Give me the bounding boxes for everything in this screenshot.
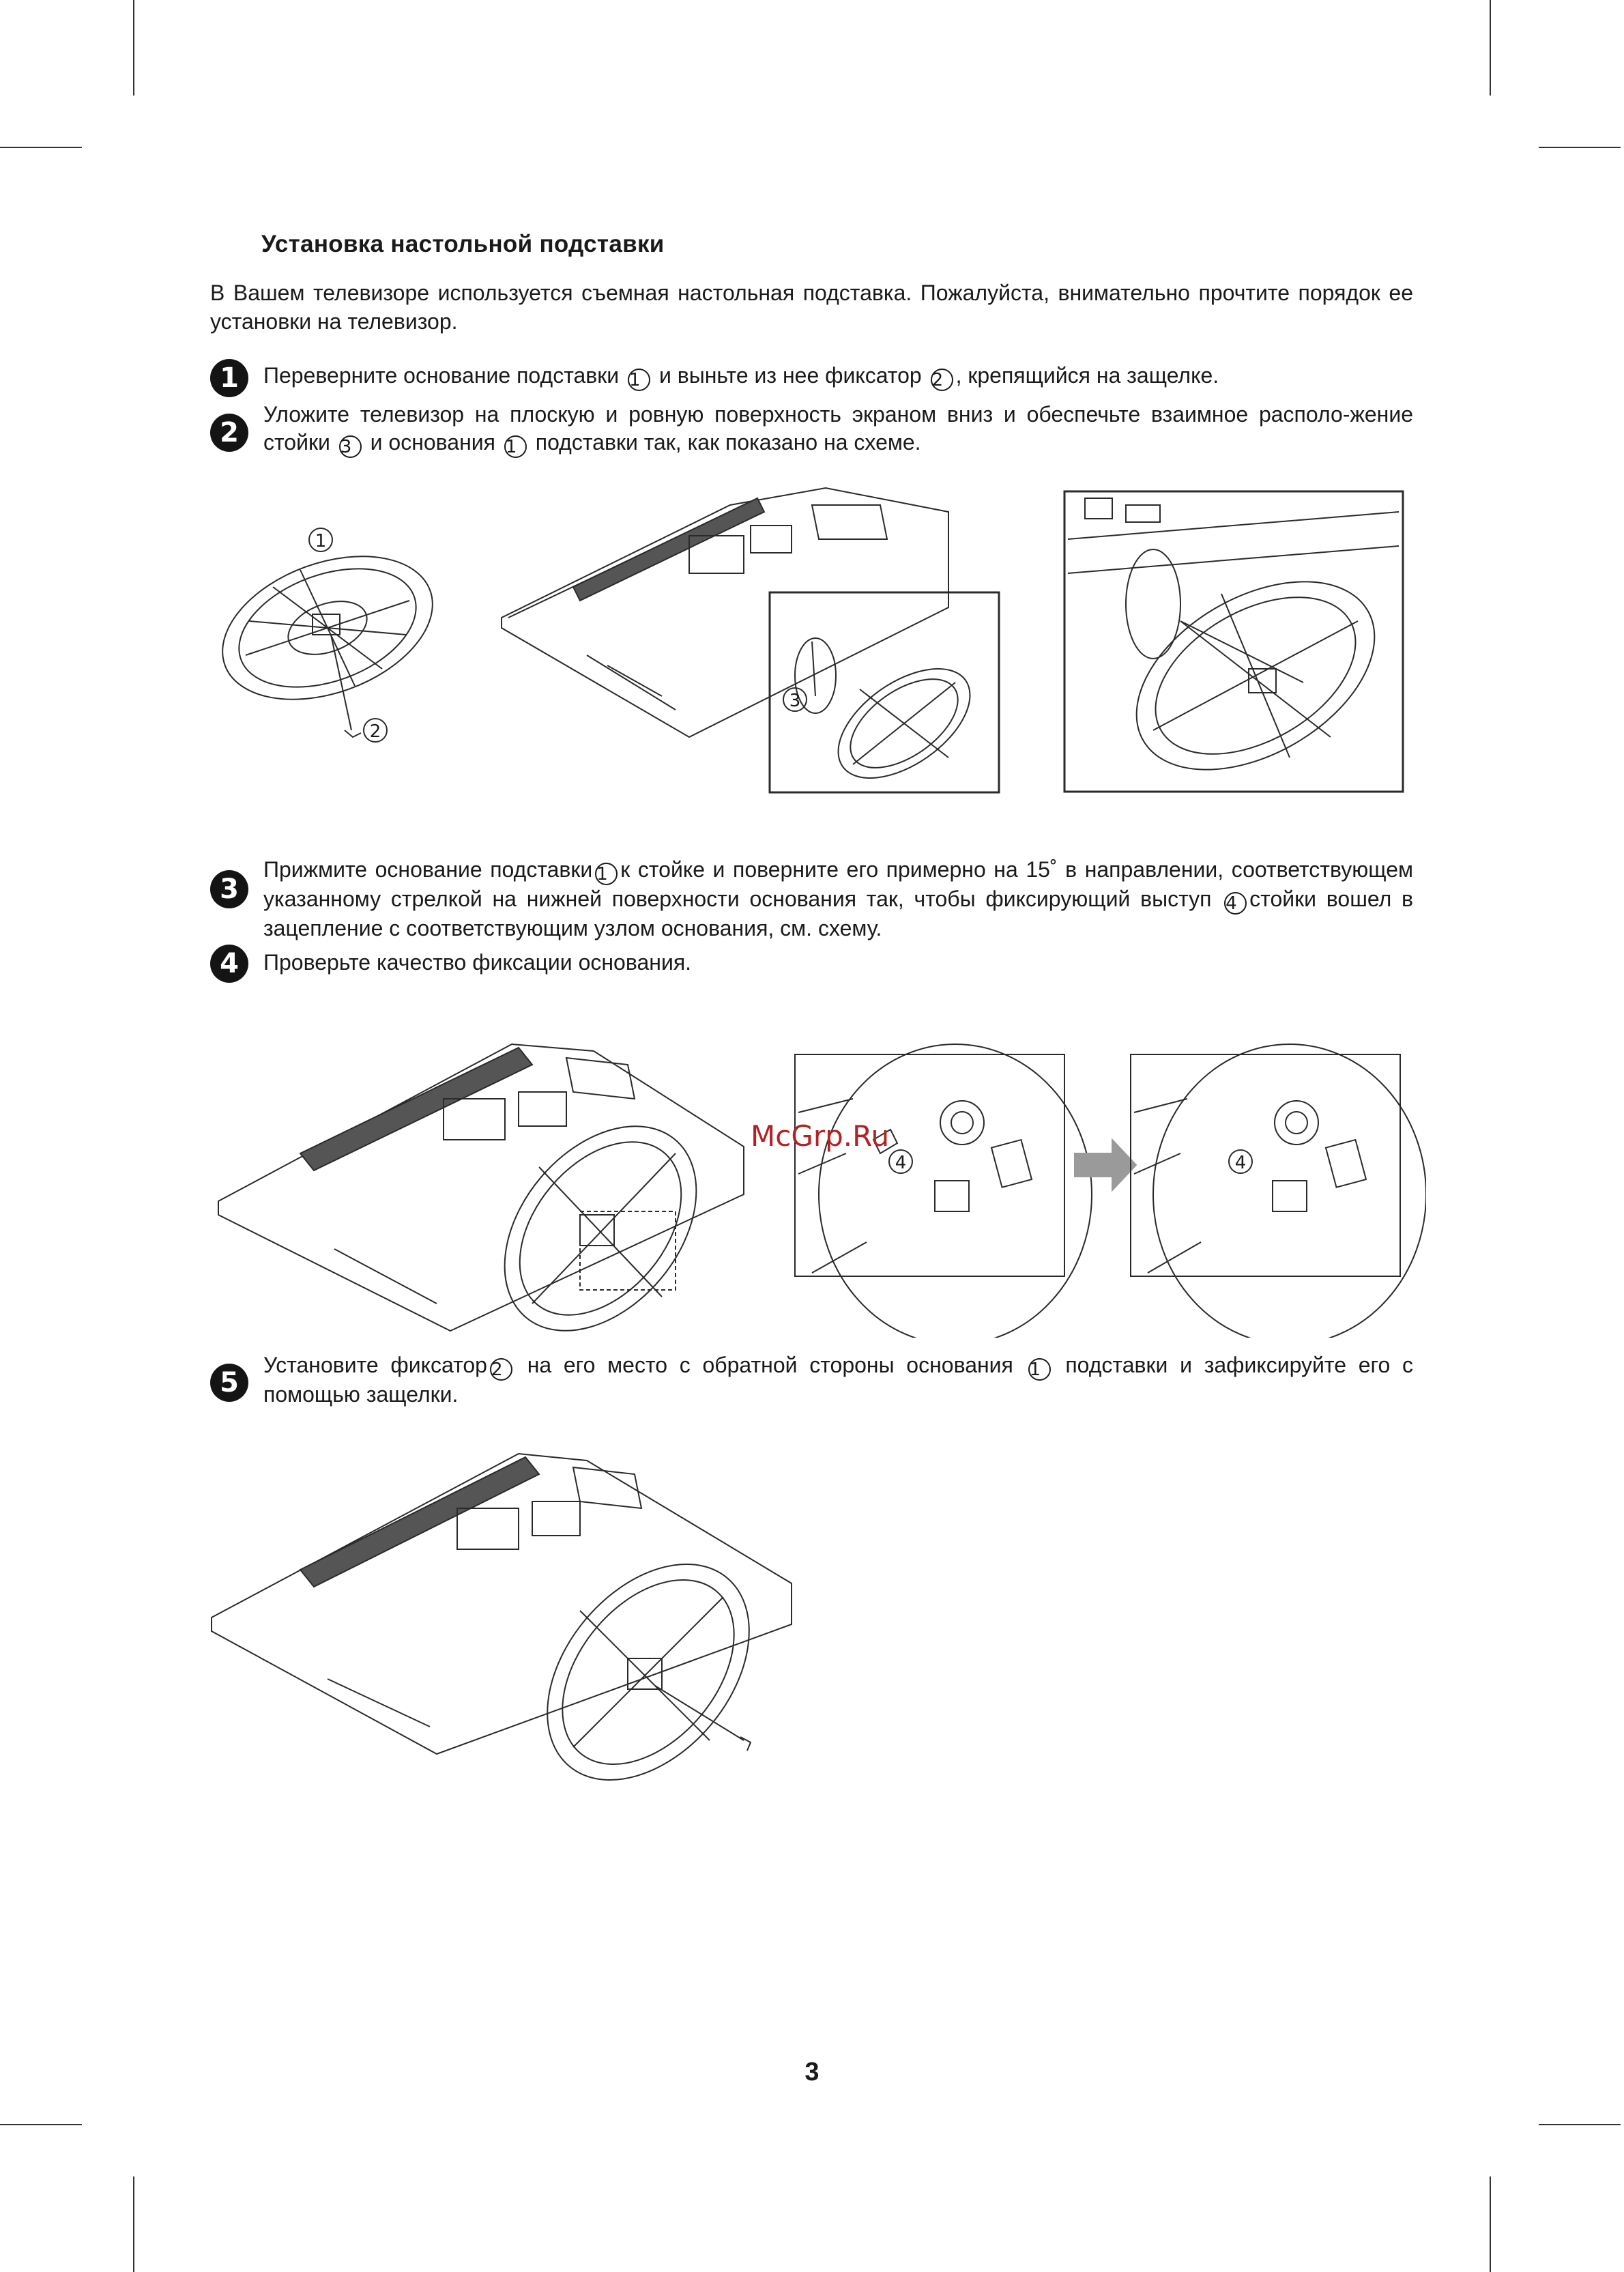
stand-base-drawing [1068,498,1407,809]
crop-mark [1490,0,1491,96]
stand-base-drawing [203,530,452,737]
stand-base-drawing [795,638,989,800]
step-3-text [263,856,1413,943]
step-3-part: Прижмите основание подставки [263,857,593,882]
step-4-part: Проверьте качество фиксации основания. [263,950,692,975]
crop-mark [1539,147,1621,148]
step-number-3: 3 [210,870,248,908]
intro-paragraph: В Вашем телевизоре используется съемная настольная подставка. Пожалуйста, внимательно прочтите порядок ее установки на телевизор. [210,281,1413,334]
step-1-text [263,362,1413,391]
tv-back-drawing [212,1454,792,1754]
step-5-text [263,1351,1413,1409]
crop-mark [0,147,82,148]
figure-step-3-rotation [212,1017,1426,1338]
crop-mark [133,0,134,96]
step-5-part: Установите фиксатор [263,1353,487,1377]
stand-base-detail-before [798,1044,1092,1338]
step-2-part: подставки так, как показано на схеме. [535,430,921,455]
ref-marker: 4 [1224,892,1247,915]
step-2-part: Уложите телевизор на плоскую и ровную поверхность экраном вниз и обеспечьте взаимное располо-жение стойки [263,402,1413,455]
step-1-part: , крепящийся на защелке. [955,363,1219,388]
arrow-icon [1075,1140,1136,1190]
ref-marker: 2 [490,1358,512,1381]
step-3-part: стойки вошел в зацепление с соответствующим узлом основания, см. схему. [263,887,1414,940]
crop-mark [1539,2124,1621,2125]
stand-base-drawing [506,1525,789,1781]
ref-marker: 1 [504,435,527,458]
ref-marker: 1 [595,863,618,885]
step-number-2: 2 [210,414,248,452]
step-1-part: и выньте из нее фиксатор [658,363,922,388]
step-number-4: 4 [210,945,248,983]
figure-label-column: 3 [789,691,801,711]
figure-step-2-assembly [198,471,1426,812]
step-4-text [263,949,1413,977]
step-5-part: подставки и зафиксируйте его с помощью защелки. [263,1353,1414,1407]
step-3-part: к стойке и поверните его примерно на 15˚ в направлении, соответствующем указанному стрелкой на нижней поверхности основания так, чтобы фиксирующий выступ [263,857,1414,911]
figure-label-base: 1 [315,531,327,551]
page-number: 3 [804,2058,820,2086]
ref-marker: 1 [628,369,650,391]
step-number-1: 1 [210,359,248,397]
stand-base-detail-after [1134,1044,1426,1338]
page-title: Установка настольной подставки [261,231,665,257]
step-2-text [263,401,1413,458]
ref-marker: 3 [339,435,362,458]
ref-marker: 1 [1028,1358,1051,1381]
crop-mark [133,2176,134,2272]
watermark: McGrp.Ru [751,1119,890,1153]
ref-marker: 2 [931,369,953,391]
step-1-part: Переверните основание подставки [263,363,620,388]
crop-mark [0,2124,82,2125]
step-5-part: на его место с обратной стороны основания [527,1353,1013,1377]
figure-label-tab: 4 [895,1153,907,1173]
crop-mark [1490,2176,1491,2272]
figure-step-5-latch [205,1426,805,1781]
figure-label-latch: 2 [369,721,381,742]
step-number-5: 5 [210,1364,248,1402]
figure-label-tab: 4 [1234,1153,1247,1173]
stand-base-drawing [466,1089,736,1338]
step-2-part: и основания [370,430,495,455]
tv-back-drawing [218,1044,744,1331]
